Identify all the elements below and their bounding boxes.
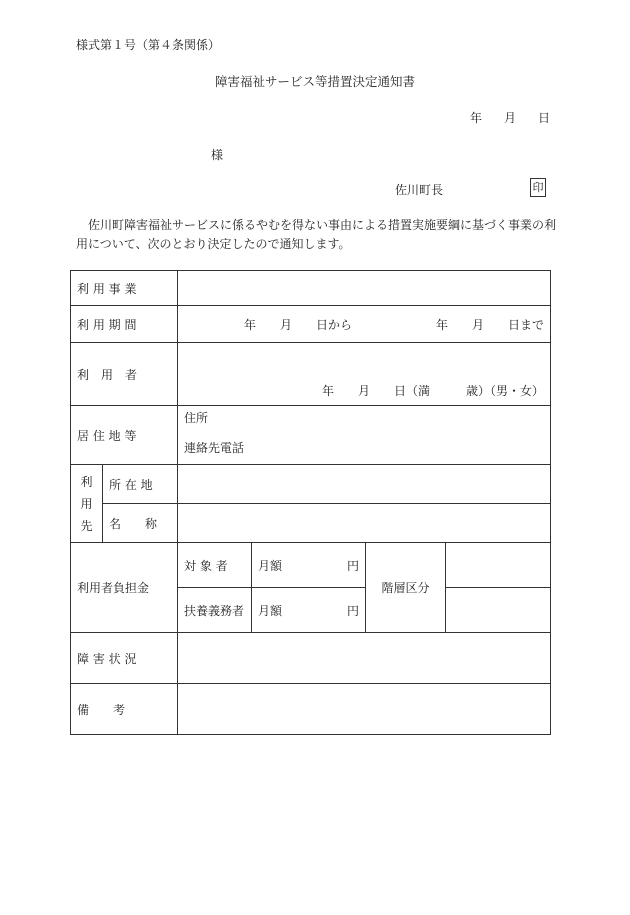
value-target-monthly[interactable]: 月額 円 [252, 543, 366, 588]
phone-label: 連絡先電話 [184, 441, 245, 455]
value-remarks[interactable] [178, 684, 551, 735]
recipient-suffix: 様 [211, 148, 224, 162]
value-user[interactable] [178, 343, 551, 406]
label-support-obligor: 扶養義務者 [178, 588, 252, 633]
issue-date [470, 109, 550, 126]
seal-stamp: 印 [530, 178, 546, 197]
address-label: 住所 [184, 411, 209, 425]
document-title: 障害福祉サービス等措置決定通知書 [214, 74, 415, 89]
label-facility-location: 所 在 地 [103, 465, 178, 504]
value-residence[interactable] [178, 406, 551, 465]
notice-body: 佐川町障害福祉サービスに係るやむを得ない事由による措置実施要綱に基づく事業の利用について、次のとおり決定したので通知します。 [76, 218, 557, 251]
label-facility-group [71, 465, 103, 543]
value-support-monthly[interactable]: 月額 円 [252, 588, 366, 633]
date-month: 月 [504, 111, 517, 125]
label-facility-name: 名 称 [103, 504, 178, 543]
date-day: 日 [538, 111, 551, 125]
facility-group-text: 利用先 [80, 474, 93, 533]
label-disability: 障 害 状 況 [71, 633, 178, 684]
label-period: 利 用 期 間 [71, 306, 178, 343]
user-birth: 年 月 日（満 歳）（男・女） [322, 384, 545, 398]
value-facility-name[interactable] [178, 504, 551, 543]
label-remarks: 備 考 [71, 684, 178, 735]
label-residence: 居 住 地 等 [71, 406, 178, 465]
value-service[interactable] [178, 271, 551, 306]
label-burden: 利用者負担金 [71, 543, 178, 633]
decision-table [70, 270, 551, 735]
form-number: 様式第１号（第４条関係） [76, 38, 221, 52]
value-disability[interactable] [178, 633, 551, 684]
value-class-target[interactable] [446, 543, 551, 588]
label-service: 利 用 事 業 [71, 271, 178, 306]
value-facility-location[interactable] [178, 465, 551, 504]
label-target-person: 対 象 者 [178, 543, 252, 588]
period-end: 年 月 日まで [436, 317, 545, 332]
date-year: 年 [470, 111, 483, 125]
period-start: 年 月 日から [244, 317, 353, 332]
value-period[interactable] [178, 306, 551, 343]
value-class-support[interactable] [446, 588, 551, 633]
label-class: 階層区分 [366, 543, 446, 633]
issuer-name: 佐川町長 [395, 183, 444, 197]
label-user: 利 用 者 [71, 343, 178, 406]
